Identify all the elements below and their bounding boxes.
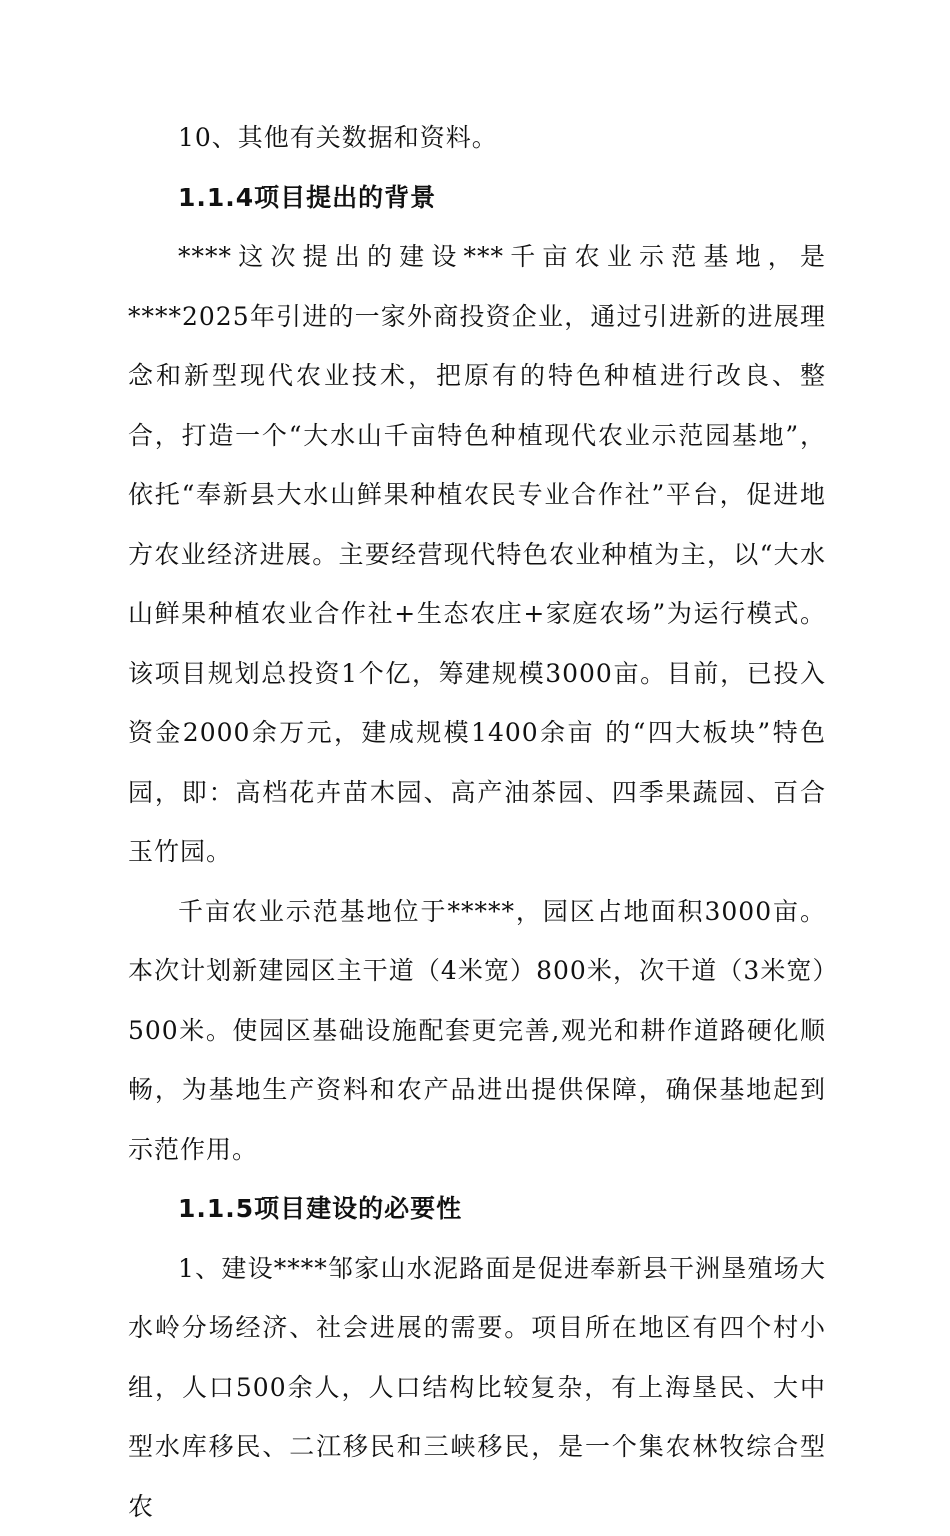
document-body: [128, 108, 826, 1536]
paragraph-necessity-1: 1、建设****邹家山水泥路面是促进奉新县干洲垦殖场大水岭分场经济、社会进展的需要。项目所在地区有四个村小组，人口500余人，人口结构比较复杂，有上海垦民、大中型水库移民、二江移民和三峡移民，是一个集农林牧综合型农: [128, 1239, 826, 1536]
section-heading-1-1-4: 1.1.4项目提出的背景: [128, 168, 826, 228]
paragraph-background-2: 千亩农业示范基地位于*****，园区占地面积3000亩。本次计划新建园区主干道（4米宽）800米，次干道（3米宽）500米。使园区基础设施配套更完善,观光和耕作道路硬化顺畅，为基地生产资料和农产品进出提供保障，确保基地起到示范作用。: [128, 882, 826, 1180]
section-heading-1-1-5: 1.1.5项目建设的必要性: [128, 1179, 826, 1239]
paragraph-background-1: ****这次提出的建设***千亩农业示范基地，是****2025年引进的一家外商投资企业，通过引进新的进展理念和新型现代农业技术，把原有的特色种植进行改良、整合，打造一个“大水山千亩特色种植现代农业示范园基地”，依托“奉新县大水山鲜果种植农民专业合作社”平台，促进地方农业经济进展。主要经营现代特色农业种植为主，以“大水山鲜果种植农业合作社+生态农庄+家庭农场”为运行模式。该项目规划总投资1个亿，筹建规模3000亩。目前，已投入资金2000余万元，建成规模1400余亩 的“四大板块”特色园，即：高档花卉苗木园、高产油茶园、四季果蔬园、百合玉竹园。: [128, 227, 826, 882]
list-item-10: 10、其他有关数据和资料。: [128, 108, 826, 168]
